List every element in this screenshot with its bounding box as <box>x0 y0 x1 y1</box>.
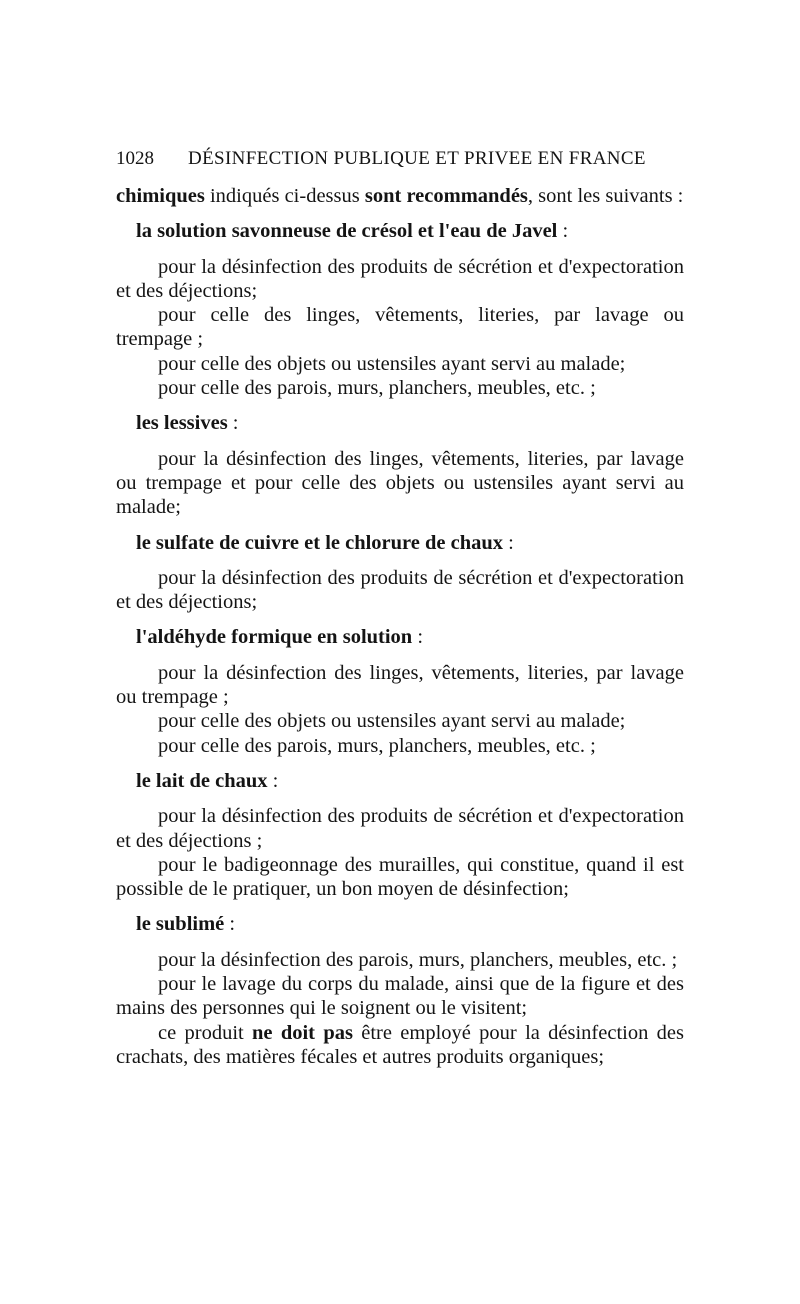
section-heading-cresol <box>116 219 684 243</box>
list-item: pour la désinfection des parois, murs, planchers, meubles, etc. ; <box>158 948 678 971</box>
list-item: pour celle des linges, vêtements, literies, par lavage ou trempage ; <box>116 304 684 351</box>
heading-suffix: : <box>412 626 424 649</box>
intro-bold-1: chimiques <box>116 185 205 207</box>
heading-suffix: : <box>267 769 279 792</box>
intro-paragraph <box>116 184 684 208</box>
section-heading-sublime <box>116 912 684 936</box>
list-item-warning <box>116 1021 684 1070</box>
list-item: pour celle des parois, murs, planchers, meubles, etc. ; <box>158 734 596 757</box>
list-item: pour la désinfection des produits de sécrétion et d'expectoration et des déjections; <box>116 255 684 302</box>
heading-text: la solution savonneuse de crésol et l'eau de Javel <box>136 220 558 243</box>
heading-suffix: : <box>227 412 239 435</box>
section-heading-lait-de-chaux <box>116 769 684 793</box>
running-head <box>116 148 682 170</box>
list-item: pour celle des parois, murs, planchers, meubles, etc. ; <box>158 377 596 400</box>
heading-text: le sulfate de cuivre et le chlorure de chaux <box>136 531 504 554</box>
list-item: pour la désinfection des produits de sécrétion et d'expectoration et des déjections; <box>116 566 684 614</box>
heading-text: le lait de chaux <box>136 769 268 792</box>
heading-text: les lessives <box>136 412 228 435</box>
warning-text-2: être employé pour la désinfection des crachats, des matières fécales et autres produits organiques; <box>116 1021 684 1068</box>
section-heading-aldehyde <box>116 625 684 649</box>
list-item: pour le lavage du corps du malade, ainsi que de la figure et des mains des personnes qui le soignent ou le visitent; <box>116 973 684 1020</box>
running-title: DÉSINFECTION PUBLIQUE ET PRIVEE EN FRANCE <box>188 148 646 169</box>
warning-bold: ne doit pas <box>252 1021 353 1044</box>
list-item: pour la désinfection des linges, vêtements, literies, par lavage ou trempage et pour celle des objets ou ustensiles ayant servi au malade; <box>116 447 684 519</box>
heading-suffix: : <box>224 913 236 936</box>
heading-suffix: : <box>503 531 514 554</box>
list-item: pour le badigeonnage des murailles, qui constitue, quand il est possible de le pratiquer, un bon moyen de désinfection; <box>116 853 684 901</box>
list-item: pour la désinfection des produits de sécrétion et d'expectoration et des déjections ; <box>116 805 684 852</box>
heading-text: l'aldéhyde formique en solution <box>136 626 413 649</box>
section-heading-sulfate <box>116 531 684 555</box>
intro-bold-2: sont recommandés <box>364 185 528 207</box>
intro-text-1: indiqués ci-dessus <box>204 185 365 207</box>
heading-text: le sublimé <box>136 913 225 936</box>
heading-suffix: : <box>557 220 569 243</box>
list-item: pour la désinfection des linges, vêtements, literies, par lavage ou trempage ; <box>116 661 684 709</box>
list-item: pour celle des objets ou ustensiles ayant servi au malade; <box>158 352 626 375</box>
body-text <box>116 184 684 1069</box>
intro-text-2: , sont les suivants : <box>527 185 684 207</box>
section-heading-lessives <box>116 411 684 435</box>
warning-text-1: ce produit <box>158 1021 253 1044</box>
page-number: 1028 <box>116 148 154 169</box>
list-item: pour celle des objets ou ustensiles ayant servi au malade; <box>158 710 626 733</box>
